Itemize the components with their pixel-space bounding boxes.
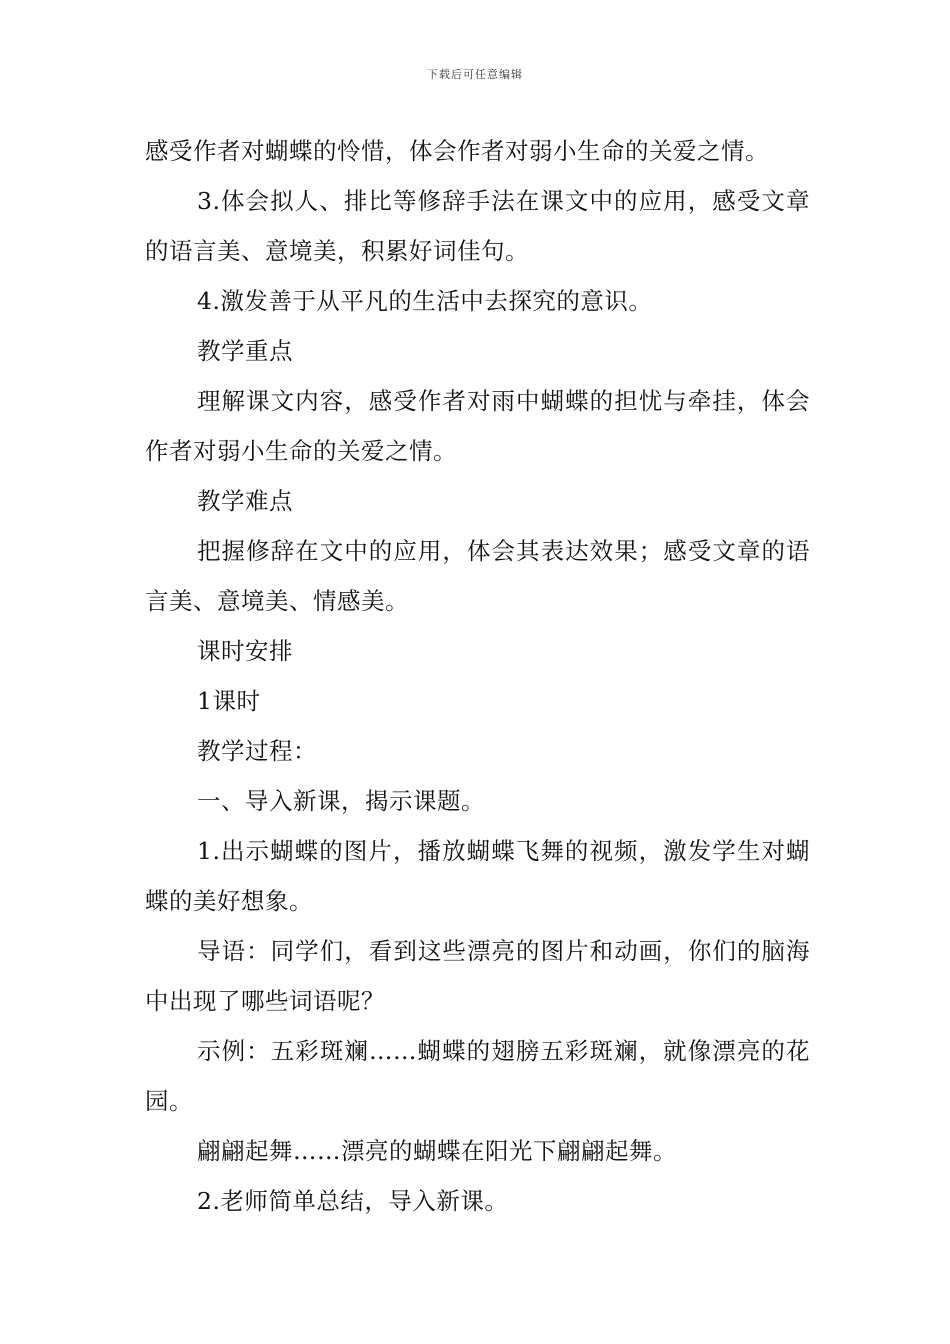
section-heading: 教学重点 bbox=[197, 337, 293, 365]
section-heading: 教学过程： bbox=[197, 737, 317, 765]
section-heading: 教学难点 bbox=[197, 487, 293, 515]
paragraph: 理解课文内容，感受作者对雨中蝴蝶的担忧与牵挂，体会作者对弱小生命的关爱之情。 bbox=[145, 387, 810, 465]
section-heading: 一、导入新课，揭示课题。 bbox=[197, 787, 485, 815]
paragraph: 2.老师简单总结，导入新课。 bbox=[197, 1187, 509, 1215]
paragraph: 3.体会拟人、排比等修辞手法在课文中的应用，感受文章的语言美、意境美，积累好词佳句。 bbox=[145, 187, 810, 265]
section-heading: 课时安排 bbox=[197, 637, 293, 665]
paragraph: 感受作者对蝴蝶的怜惜，体会作者对弱小生命的关爱之情。 bbox=[145, 137, 769, 165]
paragraph: 翩翩起舞……漂亮的蝴蝶在阳光下翩翩起舞。 bbox=[197, 1137, 677, 1165]
paragraph: 1.出示蝴蝶的图片，播放蝴蝶飞舞的视频，激发学生对蝴蝶的美好想象。 bbox=[145, 837, 810, 915]
paragraph: 1课时 bbox=[197, 687, 261, 715]
paragraph: 把握修辞在文中的应用，体会其表达效果；感受文章的语言美、意境美、情感美。 bbox=[145, 537, 810, 615]
body-text bbox=[145, 126, 810, 1226]
paragraph: 导语：同学们，看到这些漂亮的图片和动画，你们的脑海中出现了哪些词语呢？ bbox=[145, 937, 810, 1015]
paragraph: 示例：五彩斑斓……蝴蝶的翅膀五彩斑斓，就像漂亮的花园。 bbox=[145, 1037, 810, 1115]
page-header-note: 下载后可任意编辑 bbox=[427, 68, 523, 81]
paragraph: 4.激发善于从平凡的生活中去探究的意识。 bbox=[197, 287, 653, 315]
